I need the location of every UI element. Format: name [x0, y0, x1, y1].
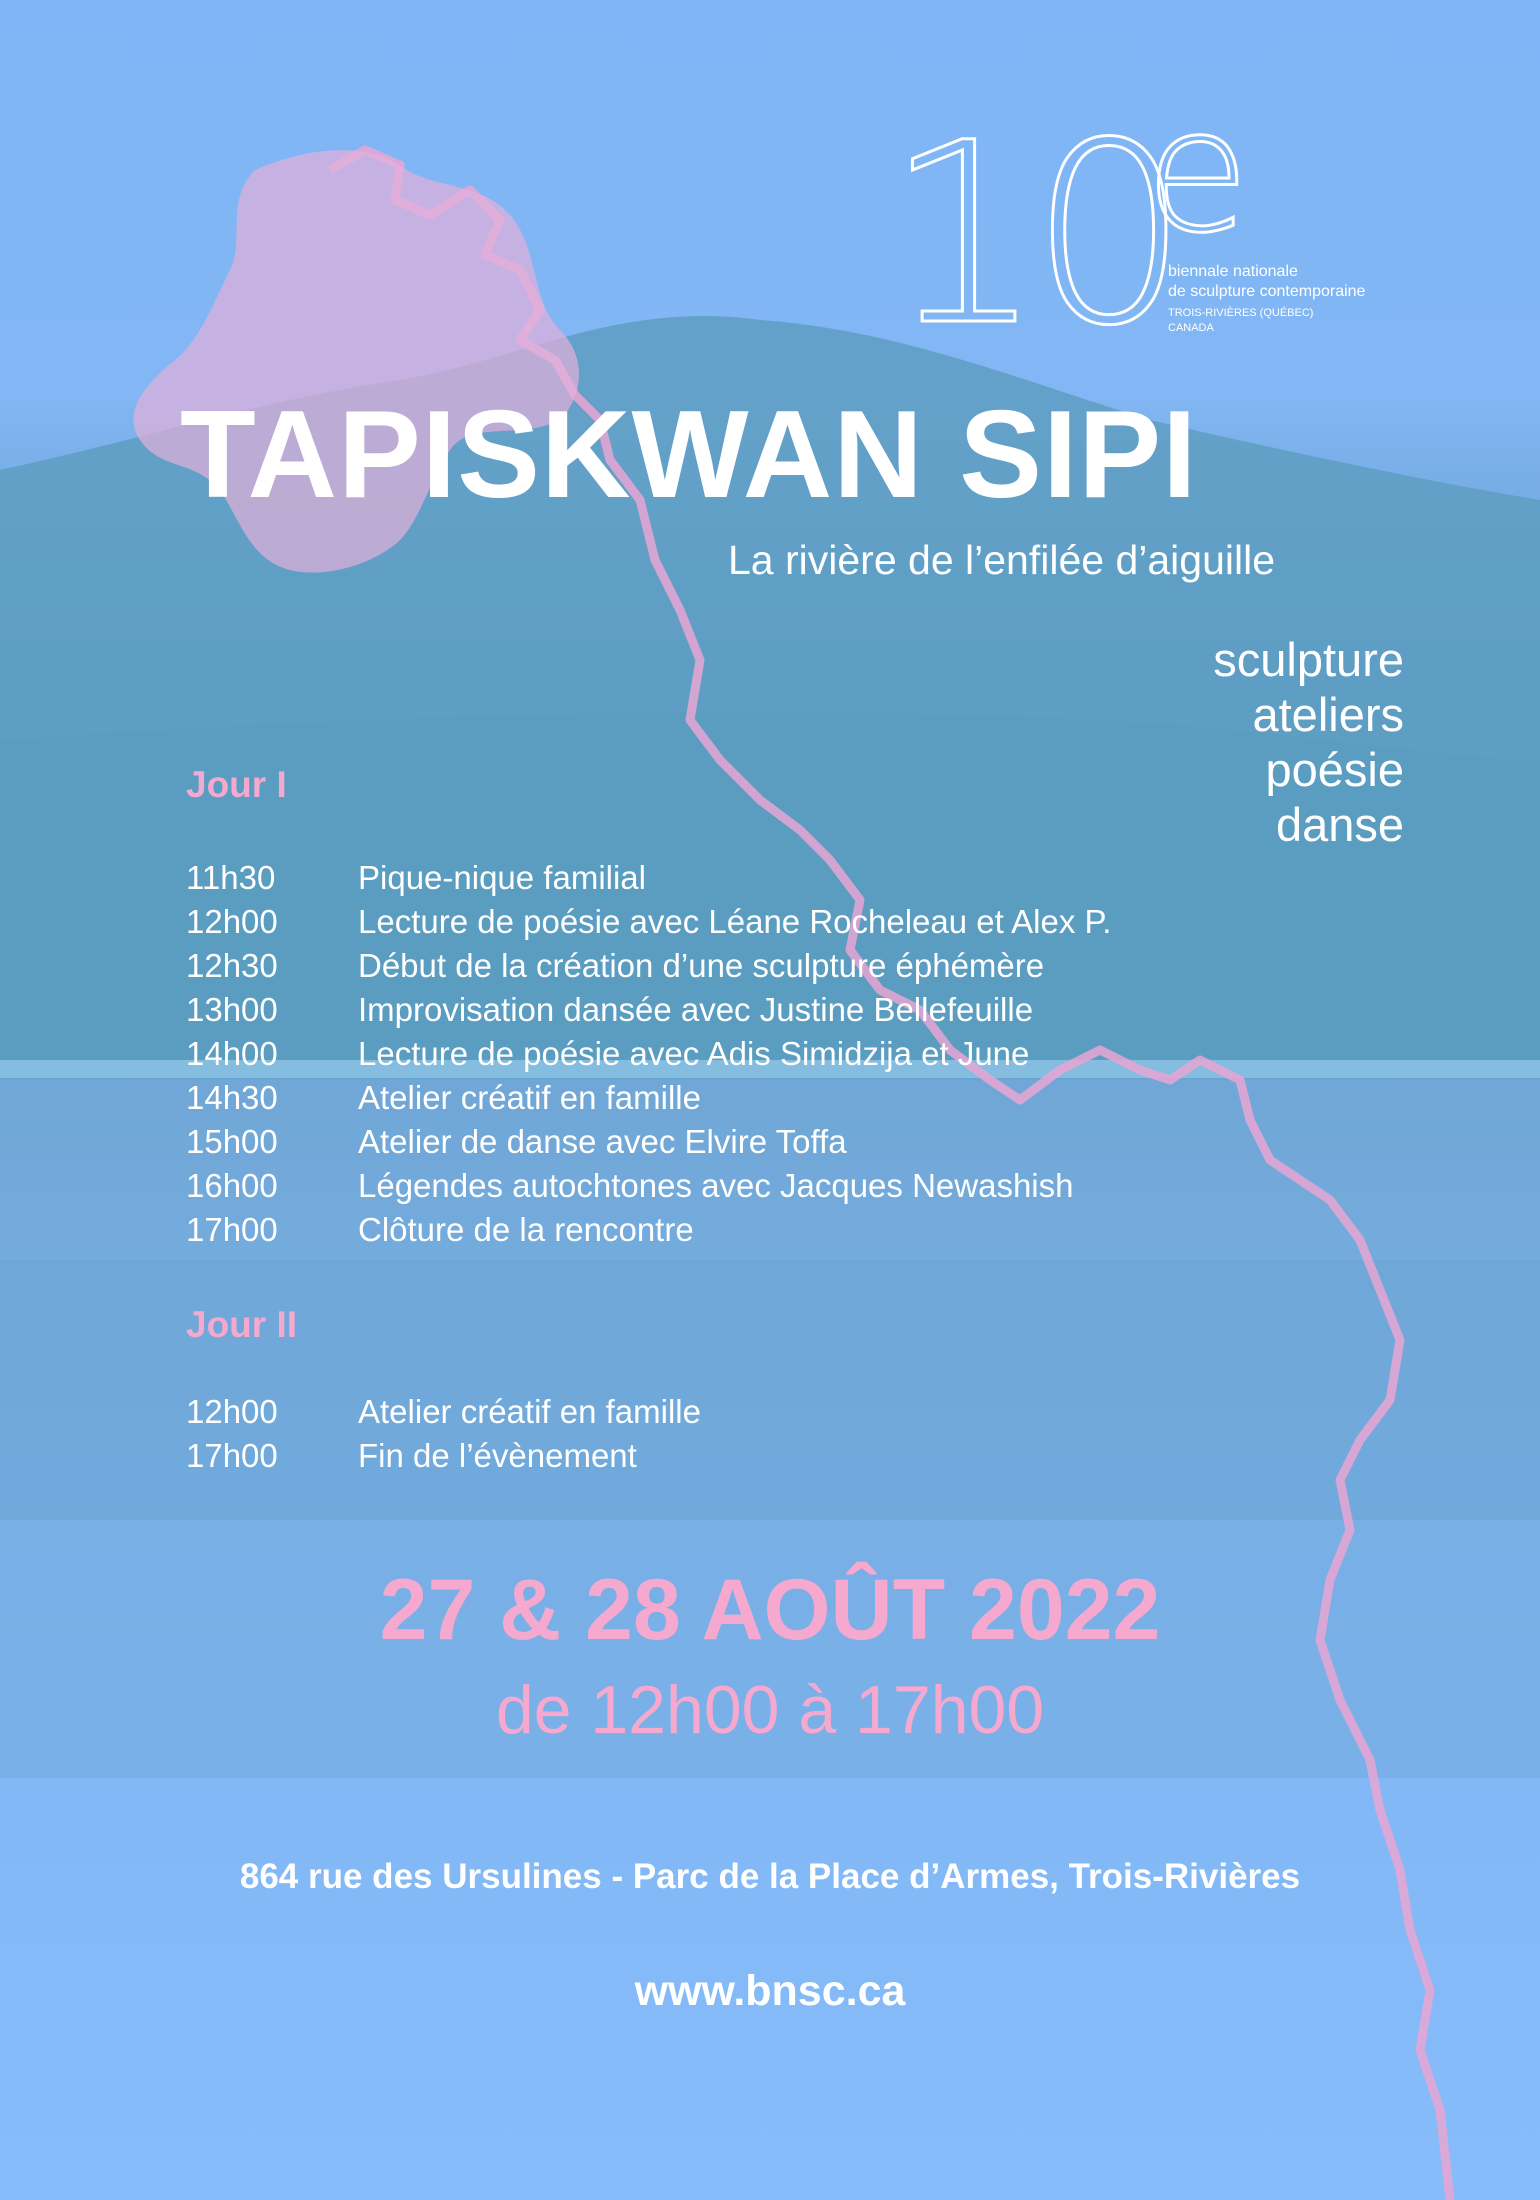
schedule-row — [186, 856, 1286, 900]
category-list — [1004, 632, 1404, 852]
schedule-row — [186, 1390, 1286, 1434]
schedule-time: 17h00 — [186, 1211, 278, 1248]
schedule-time: 12h30 — [186, 947, 278, 984]
schedule-row — [186, 900, 1286, 944]
schedule-row — [186, 988, 1286, 1032]
schedule-activity: Improvisation dansée avec Justine Bellefeuille — [358, 991, 1034, 1028]
event-dates: 27 & 28 AOÛT 2022 — [379, 1562, 1161, 1658]
schedule-time: 12h00 — [186, 903, 278, 940]
schedule-row — [186, 1434, 1286, 1478]
day-2-heading: Jour II — [186, 1304, 298, 1345]
schedule-row — [186, 1120, 1286, 1164]
event-address: 864 rue des Ursulines - Parc de la Place d’Armes, Trois-Rivières — [239, 1857, 1301, 1896]
schedule-row — [186, 944, 1286, 988]
schedule-activity: Pique-nique familial — [358, 859, 646, 896]
schedule-activity: Lecture de poésie avec Léane Rocheleau et Alex P. — [358, 903, 1112, 940]
schedule-row — [186, 1032, 1286, 1076]
edition-suffix: e — [1145, 73, 1250, 271]
schedule-time: 13h00 — [186, 991, 278, 1028]
schedule-activity: Lecture de poésie avec Adis Simidzija et June — [358, 1035, 1030, 1072]
day-2-schedule — [186, 1390, 1286, 1478]
category-item: danse — [1275, 798, 1404, 851]
schedule-activity: Atelier créatif en famille — [358, 1393, 701, 1430]
schedule-activity: Fin de l’évènement — [358, 1437, 637, 1474]
biennale-line-1: biennale nationale — [1168, 263, 1298, 280]
category-item: sculpture — [1213, 633, 1404, 686]
website-link[interactable]: www.bnsc.ca — [634, 1967, 906, 2015]
category-item: poésie — [1265, 743, 1404, 796]
event-title: TAPISKWAN SIPI — [180, 386, 1198, 524]
schedule-activity: Atelier créatif en famille — [358, 1079, 701, 1116]
schedule-activity: Atelier de danse avec Elvire Toffa — [358, 1123, 847, 1160]
location-line-2: CANADA — [1168, 322, 1214, 334]
schedule-time: 14h00 — [186, 1035, 278, 1072]
schedule-time: 15h00 — [186, 1123, 278, 1160]
schedule-row — [186, 1208, 1286, 1252]
event-subtitle: La rivière de l’enfilée d’aiguille — [728, 537, 1275, 583]
schedule-time: 16h00 — [186, 1167, 278, 1204]
day-1-heading: Jour I — [186, 764, 287, 805]
edition-number: 10 — [885, 89, 1176, 380]
schedule-time: 12h00 — [186, 1393, 278, 1430]
schedule-activity: Clôture de la rencontre — [358, 1211, 694, 1248]
schedule-row — [186, 1164, 1286, 1208]
schedule-row — [186, 1076, 1286, 1120]
location-line-1: TROIS-RIVIÈRES (QUÉBEC) — [1168, 307, 1314, 319]
biennale-line-2: de sculpture contemporaine — [1168, 283, 1366, 300]
schedule-time: 11h30 — [186, 859, 276, 896]
category-item: ateliers — [1252, 688, 1404, 741]
schedule-activity: Début de la création d’une sculpture éphémère — [358, 947, 1045, 984]
schedule-activity: Légendes autochtones avec Jacques Newashish — [358, 1167, 1074, 1204]
event-hours: de 12h00 à 17h00 — [495, 1672, 1045, 1748]
day-1-schedule — [186, 856, 1286, 1252]
schedule-time: 14h30 — [186, 1079, 278, 1116]
schedule-time: 17h00 — [186, 1437, 278, 1474]
